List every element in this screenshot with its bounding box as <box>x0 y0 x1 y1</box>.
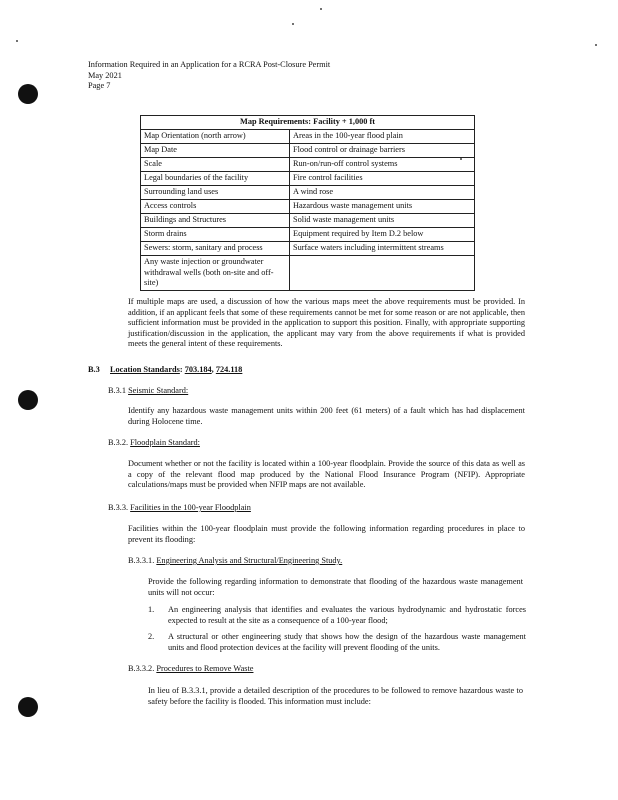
b3-3-2-text: In lieu of B.3.3.1, provide a detailed description of the procedures to be followed to remove hazardous waste to safety before the facility is flooded. This information must include: <box>148 686 523 706</box>
b3-3-2-heading <box>128 664 458 675</box>
section-ref-703-184[interactable]: 703.184 <box>184 365 212 374</box>
list-item-text: An engineering analysis that identifies and evaluates the various hydrodynamic and hydrostatic forces expected to result at the site as a consequence of a 100-year flood; <box>168 605 526 625</box>
table-cell: Legal boundaries of the facility <box>141 172 290 186</box>
section-title: Floodplain Standard: <box>130 438 200 447</box>
table-cell: Storm drains <box>141 228 290 242</box>
list-item <box>148 632 526 654</box>
section-title: Facilities in the 100-year Floodplain <box>130 503 251 512</box>
table-cell: Flood control or drainage barriers <box>290 144 475 158</box>
table-cell: Map Date <box>141 144 290 158</box>
table-cell: Buildings and Structures <box>141 214 290 228</box>
table-cell: A wind rose <box>290 186 475 200</box>
table-cell: Equipment required by Item D.2 below <box>290 228 475 242</box>
b3-3-1-text: Provide the following regarding information to demonstrate that flooding of the hazardous waste management units will not occur: <box>148 577 523 597</box>
scan-speck <box>292 23 294 25</box>
header-date: May 2021 <box>88 70 122 80</box>
punch-hole-3 <box>18 697 38 717</box>
section-b3-heading <box>88 365 508 376</box>
section-title: Engineering Analysis and Structural/Engineering Study. <box>156 556 343 565</box>
table-cell: Fire control facilities <box>290 172 475 186</box>
section-number: B.3.2. <box>108 438 129 447</box>
table-cell: Surface waters including intermittent streams <box>290 242 475 256</box>
list-item-text: A structural or other engineering study that shows how the design of the hazardous waste management units and flood protection devices at the facility will prevent flooding of the units. <box>168 632 526 652</box>
punch-hole-1 <box>18 84 38 104</box>
b3-3-heading <box>108 503 408 514</box>
section-ref-separator: , <box>211 365 216 374</box>
table-row <box>141 242 475 256</box>
table-row <box>141 256 475 291</box>
section-number: B.3.3.1. <box>128 556 155 565</box>
b3-2-text: Document whether or not the facility is located within a 100-year floodplain. Provide the source of this data as well as a copy of the relevant flood map produced by the National Flood Insurance Program (NFIP). Appropriate calculations/maps must be provided when NFIP maps are not available. <box>128 459 525 490</box>
scan-speck <box>16 40 18 42</box>
scan-speck <box>320 8 322 10</box>
scan-speck <box>595 44 597 46</box>
table-cell: Solid waste management units <box>290 214 475 228</box>
table-cell: Any waste injection or groundwater withdrawal wells (both on-site and off-site) <box>141 256 290 291</box>
table-cell: Areas in the 100-year flood plain <box>290 130 475 144</box>
table-title: Map Requirements: Facility + 1,000 ft <box>141 116 475 130</box>
table-row <box>141 172 475 186</box>
table-cell: Sewers: storm, sanitary and process <box>141 242 290 256</box>
table-cell: Hazardous waste management units <box>290 200 475 214</box>
list-item-number: 2. <box>148 632 155 641</box>
b3-1-text: Identify any hazardous waste management units within 200 feet (61 meters) of a fault which has had displacement during Holocene time. <box>128 406 525 426</box>
section-title: Procedures to Remove Waste <box>156 664 254 673</box>
section-number: B.3.3. <box>108 503 129 512</box>
table-cell: Surrounding land uses <box>141 186 290 200</box>
section-title: Location Standards <box>110 365 180 374</box>
page-header <box>88 60 330 92</box>
header-page: Page 7 <box>88 81 111 90</box>
table-row <box>141 200 475 214</box>
section-number: B.3 <box>88 365 100 374</box>
table-row <box>141 158 475 172</box>
multiple-maps-paragraph: If multiple maps are used, a discussion of how the various maps meet the above requirements must be provided. In addition, if an applicant feels that some of these requirements cannot be met for some reason or are not applicable, then sufficient information must be provided in the application to support this position. Finally, with appropriate supporting justification/discussion in the application, the applicant may vary from the above requirements if what is provided meets the general intent of these requirements. <box>128 297 525 349</box>
b3-1-heading <box>108 386 408 397</box>
b3-2-heading <box>108 438 408 449</box>
table-cell: Map Orientation (north arrow) <box>141 130 290 144</box>
table-row <box>141 130 475 144</box>
table-cell: Run-on/run-off control systems <box>290 158 475 172</box>
map-requirements-table <box>140 115 475 291</box>
b3-3-text: Facilities within the 100-year floodplain must provide the following information regarding procedures in place to prevent its flooding: <box>128 524 525 544</box>
section-title: Seismic Standard: <box>128 386 189 395</box>
table-row <box>141 186 475 200</box>
table-cell: Access controls <box>141 200 290 214</box>
header-title: Information Required in an Application for a RCRA Post-Closure Permit <box>88 60 331 69</box>
section-number: B.3.1 <box>108 386 126 395</box>
b3-3-1-heading <box>128 556 458 567</box>
table-row <box>141 228 475 242</box>
table-cell: Scale <box>141 158 290 172</box>
punch-hole-2 <box>18 390 38 410</box>
section-number: B.3.3.2. <box>128 664 155 673</box>
section-colon: : <box>179 365 183 374</box>
list-item-number: 1. <box>148 605 155 614</box>
section-ref-724-118[interactable]: 724.118 <box>215 365 243 374</box>
table-row <box>141 144 475 158</box>
table-row <box>141 214 475 228</box>
table-cell <box>290 256 475 291</box>
list-item <box>148 605 526 627</box>
